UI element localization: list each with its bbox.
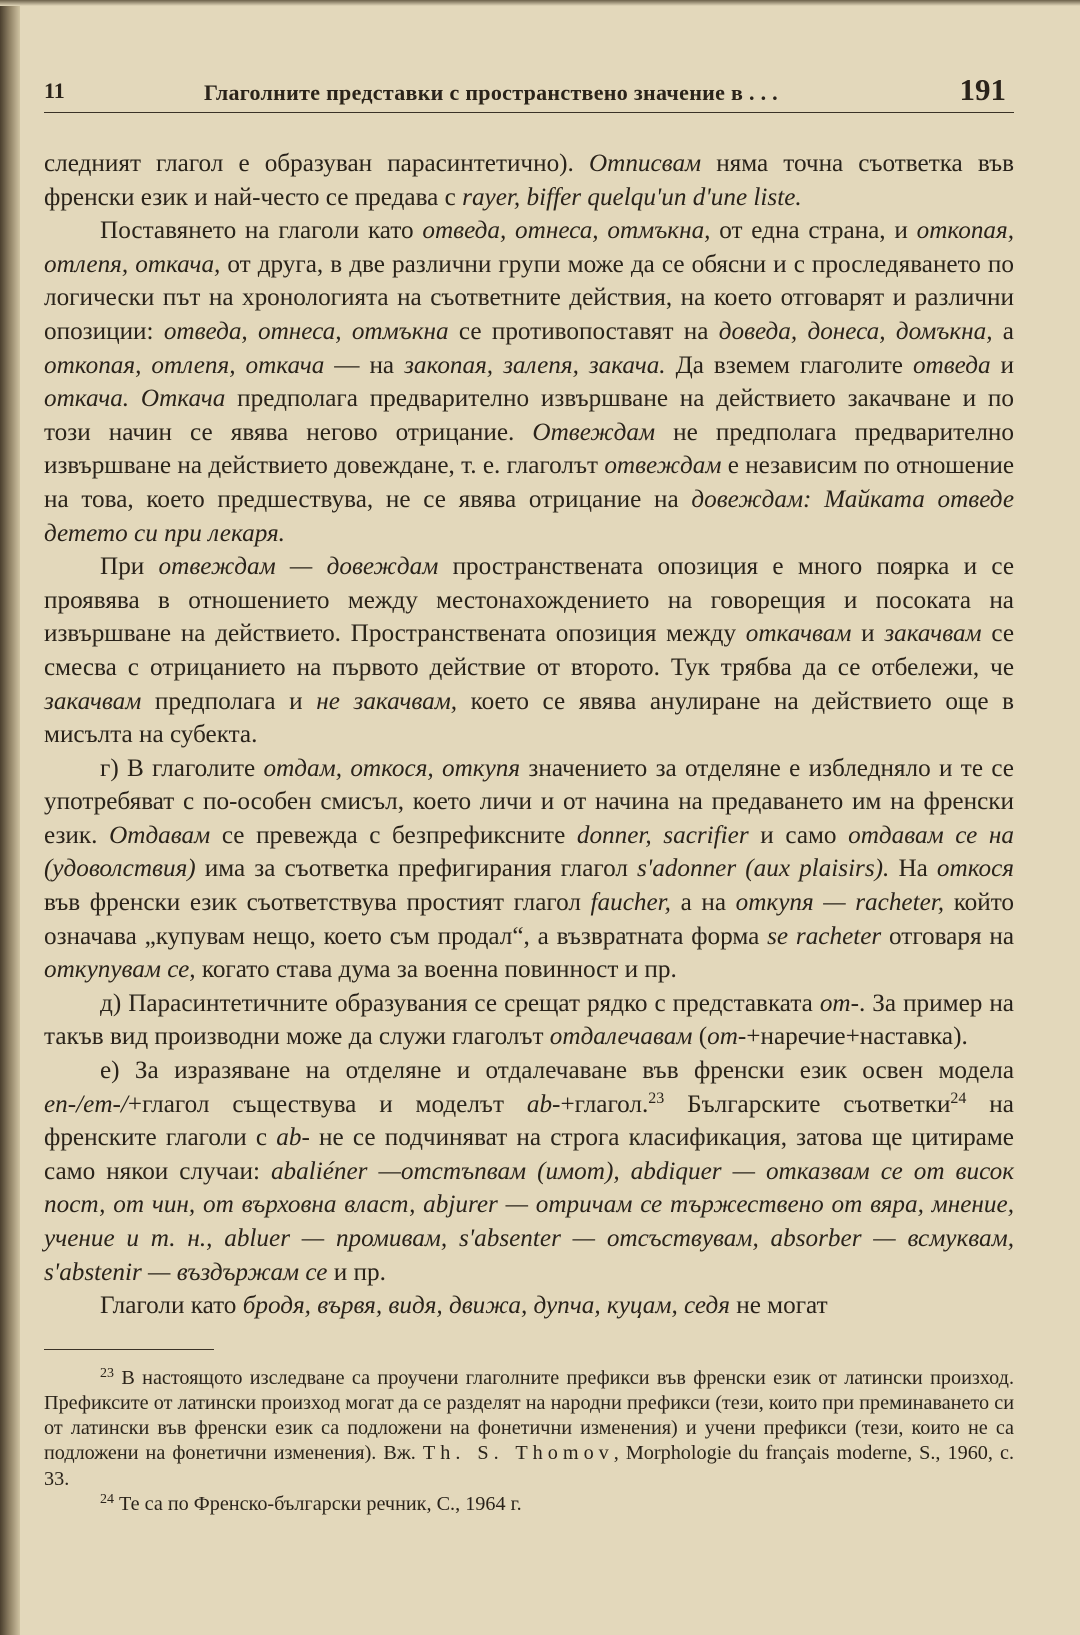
italic-run: Отдавам (109, 821, 211, 849)
text-run: Да вземем глаголите (665, 351, 913, 379)
italic-run: закачвам (44, 687, 142, 715)
italic-run: откопая, отлепя, откача, (44, 217, 1015, 278)
italic-run: rayer, biffer quelqu'un d'une liste. (462, 183, 802, 211)
text-run: г) В глаголите (100, 754, 264, 782)
text-run: и (990, 351, 1014, 379)
text-run: ( (692, 1023, 708, 1051)
text-run: +наречие+наставка). (746, 1023, 968, 1051)
text-run: е) За изразяване на отделяне и отдалечаване във френски език освен модела (100, 1057, 1014, 1085)
italic-run: отдам, откося, откупя (263, 754, 521, 782)
italic-run: отведа (912, 351, 991, 379)
footnote-marker: 24 (100, 1491, 114, 1507)
text-run: не се подчиняват на строга класификация, затова ще цитираме само някои случаи: (44, 1124, 1014, 1185)
text-run: се смесва с отрицанието на първото действие от второто. Тук трябва да се отбележи, че (44, 620, 1015, 681)
italic-run: abaliéner —отстъпвам (имот), abdiquer — отказвам се от висок пост, от чин, от върховна власт, abjurer — отричам се тържествено от вяра, мнение, учение и т. н., abluer — промивам, s'absenter — отсъствувам, absorber — всмуквам, s'abstenir — въздържам се (44, 1157, 1014, 1286)
italic-run: откупя — racheter, (735, 889, 945, 917)
text-run: +глагол съществува и моделът (127, 1090, 527, 1118)
text-run: пространствената опозиция е много поярка и се проявява в отношението между местонахождението на говорещия и посоката на извършване на действието. Пространствената опозиция между (44, 553, 1014, 648)
paragraph (44, 1054, 1014, 1289)
text-run: а на (670, 889, 736, 917)
italic-run: откопая, отлепя, откача (44, 351, 325, 379)
text-run: на френските глаголи с (44, 1090, 1014, 1152)
text-run: Българските съответки (664, 1090, 951, 1118)
running-header (44, 60, 1014, 113)
text-run: . За пример на такъв вид производни може да служи глаголът (44, 989, 1014, 1051)
italic-run: откачвам (745, 620, 852, 648)
text-run: не могат (729, 1292, 828, 1320)
author-name: Th. S. Thomov (422, 1442, 614, 1465)
running-title: Глаголните представки с пространствено значение в . . . (204, 80, 778, 105)
text-run: и само (748, 821, 849, 849)
paragraph (44, 1289, 1014, 1323)
text-run: е независим по отношение на това, което предшествува, не се явява отрицание на (44, 452, 1015, 513)
text-run: има за съответка префигирания глагол (195, 855, 638, 883)
italic-run: откупувам се, (44, 956, 196, 984)
text-run: В настоящото изследване са проучени глаголните префикси във френски език от латински произход. Префиксите от латински произход могат да се разделят на народни префикси (тези, които при преминаването си от латински във френски език са подложени на фонетични изменения) и учени префикси (тези, които не са подложени на фонетични изменения). Вж. (44, 1366, 1014, 1465)
italic-run: отдавам се на (удоволствия) (44, 821, 1014, 883)
text-run: следният глагол е образуван парасинтетично). (44, 150, 589, 177)
footnote-marker: 23 (100, 1365, 114, 1381)
text-run: При (100, 553, 159, 581)
italic-run: закачвам (884, 620, 982, 648)
italic-run: отвеждам — довеждам (158, 553, 439, 581)
paragraph (44, 752, 1014, 987)
italic-run: отведа, отнеса, отмъкна (163, 317, 449, 345)
text-run: няма точна съответка във френски език и най-често се предава с (44, 150, 1014, 211)
text-run: — на (324, 351, 405, 379)
paragraph (44, 214, 1014, 550)
paragraph (44, 147, 1014, 214)
italic-run: donner, sacrifier (576, 821, 749, 849)
text-run: се противопоставят на (448, 317, 719, 345)
text-run: +глагол. (560, 1090, 649, 1118)
text-run: от една страна, и (710, 217, 917, 245)
italic-run: ab- (526, 1090, 561, 1118)
text-run: във френски език съответствува простият глагол (44, 889, 591, 917)
italic-run: бродя, вървя, видя, движа, дупча, куцам, седя (242, 1292, 730, 1320)
text-run: значението за отделяне е избледняло и те се употребяват с по-особен смисъл, което личи и от начина на предаването им на френски език. (44, 754, 1014, 849)
italic-run: отвеждам (604, 452, 722, 480)
text-run: което се явява анулиране на действието още в мисълта на субекта. (44, 687, 1014, 749)
italic-run: faucher, (590, 889, 671, 917)
italic-run: закопая, залепя, закача. (404, 351, 666, 379)
italic-run: от- (707, 1023, 747, 1051)
italic-run: не закачвам, (316, 687, 458, 715)
book-binding-shadow (0, 0, 20, 1635)
text-run: който означава „купувам нещо, което съм продал“, а възвратната форма (44, 889, 1014, 950)
text-run: не предполага предварително извършване на действието довеждане, т. е. глаголът (44, 418, 1014, 480)
paragraph (44, 987, 1014, 1054)
italic-run: отведа, отнеса, отмъкна, (422, 217, 711, 245)
italic-run: от- (819, 989, 859, 1017)
footnote (44, 1492, 1014, 1517)
italic-run: Отписвам (588, 150, 702, 177)
italic-run: Отвеждам (532, 418, 656, 446)
footnote-marker: 24 (950, 1089, 967, 1107)
italic-run: s'adonner (aux plaisirs). (637, 855, 890, 883)
text-run: и (851, 620, 885, 648)
text-run: предполага предварително извършване на действието закачване и по този начин се явява негово отрицание. (44, 385, 1014, 446)
top-edge-shadow (0, 0, 1080, 6)
italic-run: ab- (276, 1124, 310, 1152)
italic-run: доведа, донеса, домъкна, (718, 317, 993, 345)
text-run: а (992, 317, 1014, 345)
footnote-marker: 23 (648, 1089, 665, 1107)
footnote (44, 1366, 1014, 1492)
section-number: 11 (44, 78, 65, 103)
text-run: Те са по Френско-български речник, С., 1964 г. (114, 1492, 522, 1515)
italic-run: довеждам: Майката отведе детето си при лекаря. (44, 485, 1014, 547)
italic-run: откося (936, 855, 1014, 883)
italic-run: отдалечавам (549, 1023, 693, 1051)
italic-run: en-/em-/ (44, 1090, 128, 1118)
italic-run: se racheter (767, 922, 882, 950)
text-run: Поставянето на глаголи като (100, 217, 423, 245)
text-run: от друга, в две различни групи може да се обясни и с проследяването по логически път на хронологията на съответните действия, на което отговарят и различни опозиции: (44, 250, 1015, 345)
text-run: предполага и (141, 687, 317, 715)
text-run: отговаря на (881, 922, 1015, 950)
text-run: се превежда с безпрефиксните (210, 821, 577, 849)
text-run: Глаголи като (100, 1292, 243, 1320)
page-number: 191 (959, 72, 1006, 107)
text-run: д) Парасинтетичните образувания се срещат рядко с представката (100, 989, 820, 1017)
text-run: На (889, 855, 937, 883)
italic-run: откача. Откача (44, 385, 226, 413)
paragraph (44, 550, 1014, 752)
text-run: , Morphologie du français moderne, S., 1960, с. 33. (44, 1442, 1014, 1490)
footnote-divider (44, 1349, 214, 1350)
body-text (44, 147, 1014, 1323)
book-page (44, 60, 1014, 1517)
footnotes (44, 1366, 1014, 1517)
text-run: и пр. (327, 1258, 386, 1286)
text-run: когато става дума за военна повинност и пр. (195, 956, 677, 984)
